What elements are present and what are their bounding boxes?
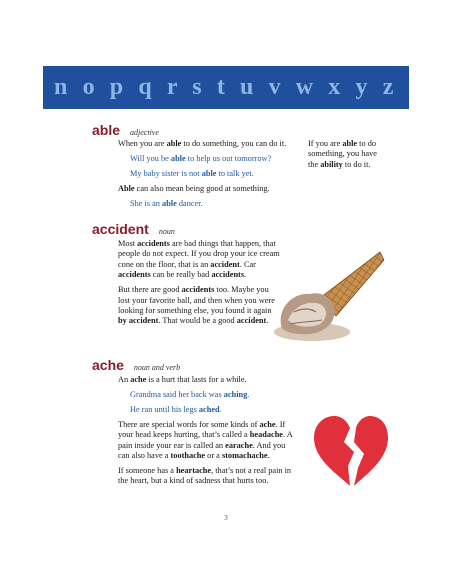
dropped-ice-cream-illustration <box>272 250 384 346</box>
alphabet-letters: n o p q r s t u v w x y z <box>54 74 398 100</box>
able-definition-2: Able can also mean being good at something. <box>118 183 270 193</box>
entry-accident-header <box>92 221 175 237</box>
page-number: 3 <box>224 514 228 522</box>
able-examples <box>118 154 296 179</box>
ache-example-2: He ran until his legs ached. <box>130 404 222 414</box>
alphabet-banner <box>43 66 409 109</box>
able-example-1: Will you be able to help us out tomorrow? <box>130 153 272 163</box>
pos-able: adjective <box>130 128 159 137</box>
able-examples-2 <box>118 199 296 209</box>
broken-heart-icon <box>310 412 390 490</box>
ache-paragraph-3: If someone has a heartache, that’s not a real pain in the heart, but a kind of sadness that hurts too. <box>118 465 292 486</box>
entry-able-header <box>92 122 159 138</box>
pos-ache: noun and verb <box>133 363 181 372</box>
ache-example-1: Grandma said her back was aching. <box>130 389 250 399</box>
able-example-2: My baby sister is not able to talk yet. <box>130 168 254 178</box>
able-definition-1: When you are able to do something, you can do it. <box>118 139 287 148</box>
headword-able: able <box>92 122 121 138</box>
entry-accident-body <box>118 239 280 331</box>
ache-paragraph-2: There are special words for some kinds of ache. If your head keeps hurting, that’s called a headache. A pain inside your ear is called an earache. And you can also have a toothache or a stomachache. <box>118 419 293 460</box>
entry-ache-header <box>92 357 180 373</box>
headword-ache: ache <box>92 357 124 373</box>
accident-paragraph-1: Most accidents are bad things that happen, that people do not expect. If you drop your ice cream cone on the floor, that is an accident. Car accidents can be really bad accidents. <box>118 239 280 280</box>
entry-ache-body <box>118 375 296 491</box>
able-example-3: She is an able dancer. <box>130 198 203 208</box>
headword-accident: accident <box>92 221 149 237</box>
pos-accident: noun <box>158 227 175 236</box>
ache-paragraph-1: An ache is a hurt that lasts for a while. <box>118 375 247 384</box>
ache-examples <box>118 390 296 415</box>
sidebar-note-ability: If you are able to do something, you have the ability to do it. <box>308 139 377 169</box>
entry-able-body <box>118 139 296 214</box>
accident-paragraph-2: But there are good accidents too. Maybe you lost your favorite ball, and then when you were looking for something else, you found it again by accident. That would be a good accident. <box>118 285 275 326</box>
